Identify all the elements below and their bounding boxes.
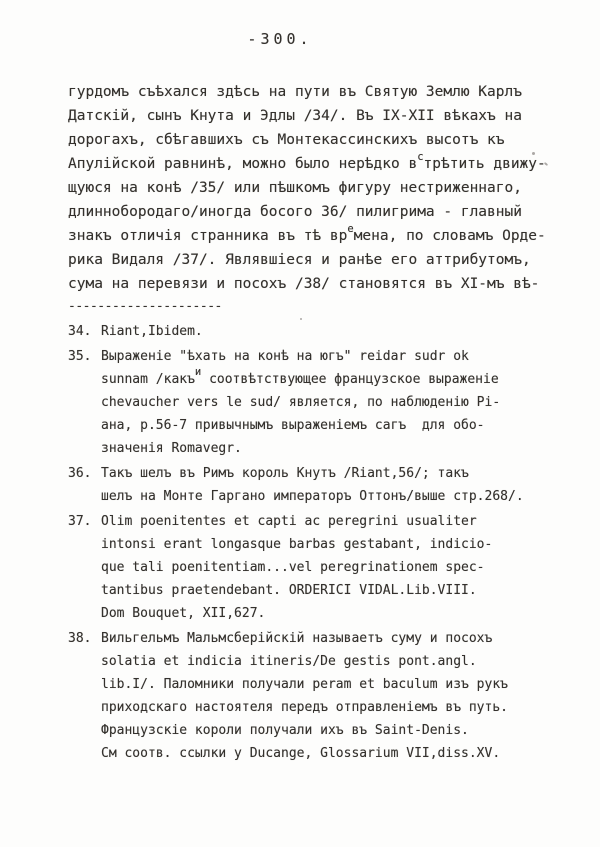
footnote-separator: ---------------------: [68, 299, 222, 314]
line-segment: Апулійской равнинѣ, можно было нерѣдко в: [68, 156, 418, 172]
footnote-line: ана, p.56-7 привычнымъ выраженіемъ сагъ для обо-: [101, 418, 485, 433]
footnote-line: intonsi erant longasque barbas gestabant, indicio-: [101, 537, 493, 552]
footnote-line: que tali poenitentiam...vel peregrinationem spec-: [101, 560, 485, 575]
footnote-line: Такъ шелъ въ Римъ король Кнутъ /Riant,56/; такъ: [101, 466, 469, 481]
main-text-line: рика Видаля /37/. Являвшіеся и ранѣе его аттрибутомъ,: [68, 252, 531, 268]
main-text-line: дорогахъ, сбѣгавшихъ съ Монтекассинскихъ высотъ къ: [68, 132, 505, 148]
main-text-line: щуюся на конѣ /35/ или пѣшкомъ фигуру нестриженнаго,: [68, 180, 522, 196]
footnote-line: Dom Bouquet, XII,627.: [101, 606, 266, 621]
main-text-line: знакъ отличія странника въ тѣ времена, по словамъ Орде-: [68, 223, 546, 244]
footnote-line: приходскаго настоятеля передъ отправленіемъ въ путь.: [101, 700, 508, 715]
page-number: -300.: [247, 30, 313, 48]
main-text-line: гурдомъ съѣхался здѣсь на пути въ Святую Землю Карлъ: [68, 84, 522, 100]
footnote-number: 38.: [68, 631, 92, 646]
line-segment: соотвѣтствующее французское выраженіе: [201, 372, 499, 387]
main-text-line: длиннобородаго/иногда босого 36/ пилигрима - главный: [68, 204, 522, 220]
text-column: [68, 80, 568, 767]
footnote-line: Французскіе короли получали ихъ въ Saint-Denis.: [101, 723, 469, 738]
line-segment: трѣтить движу-: [423, 156, 546, 172]
footnote: [68, 627, 568, 765]
footnote-line: Выраженіе "ѣхать на конѣ на югъ" reidar sudr ok: [101, 349, 469, 364]
footnote-line: Olim poenitentes et capti ac peregrini usualiter: [101, 514, 477, 529]
footnotes-section: [68, 320, 568, 765]
line-segment: знакъ отличія странника въ тѣ вр: [68, 228, 348, 244]
footnote-line: solatia et indicia itineris/De gestis pont.angl.: [101, 654, 477, 669]
footnote-line: шелъ на Монте Гаргано императоръ Оттонъ/выше стр.268/.: [101, 489, 524, 504]
main-text-line: Датскій, сынъ Кнута и Эдлы /34/. Въ IX-XII вѣкахъ на: [68, 108, 522, 124]
footnote-number: 34.: [68, 324, 92, 339]
footnote-line: См соотв. ссылки у Ducange, Glossarium VII,diss.XV.: [101, 746, 501, 761]
footnote-line: lib.I/. Паломники получали peram et baculum изъ рукъ: [101, 677, 508, 692]
footnote: [68, 320, 568, 343]
line-segment: мена, по словамъ Орде-: [353, 228, 546, 244]
main-text-line: сума на перевязи и посохъ /38/ становятся въ XI-мъ вѣ-: [68, 276, 540, 292]
footnote: [68, 462, 568, 508]
footnote-number: 37.: [68, 514, 92, 529]
main-text-line: Апулійской равнинѣ, можно было нерѣдко встрѣтить движу-: [68, 151, 546, 172]
footnote-number: 35.: [68, 349, 92, 364]
footnote-line: Riant,Ibidem.: [101, 324, 203, 339]
main-paragraph: [68, 80, 568, 296]
footnote: [68, 510, 568, 625]
footnote-line: chevaucher vers le sud/ является, по наблюденію Рі-: [101, 395, 501, 410]
footnote-line: sunnam /какъи соотвѣтствующее французское выраженіе: [101, 366, 499, 387]
footnote-line: tantibus praetendebant. ORDERICI VIDAL.Lib.VIII.: [101, 583, 477, 598]
footnote: [68, 345, 568, 460]
line-segment: sunnam /какъ: [101, 372, 195, 387]
footnote-number: 36.: [68, 466, 92, 481]
footnote-line: значенія Romavegr.: [101, 441, 242, 456]
footnote-line: Вильгельмъ Мальмсберійскій называетъ суму и посохъ: [101, 631, 493, 646]
